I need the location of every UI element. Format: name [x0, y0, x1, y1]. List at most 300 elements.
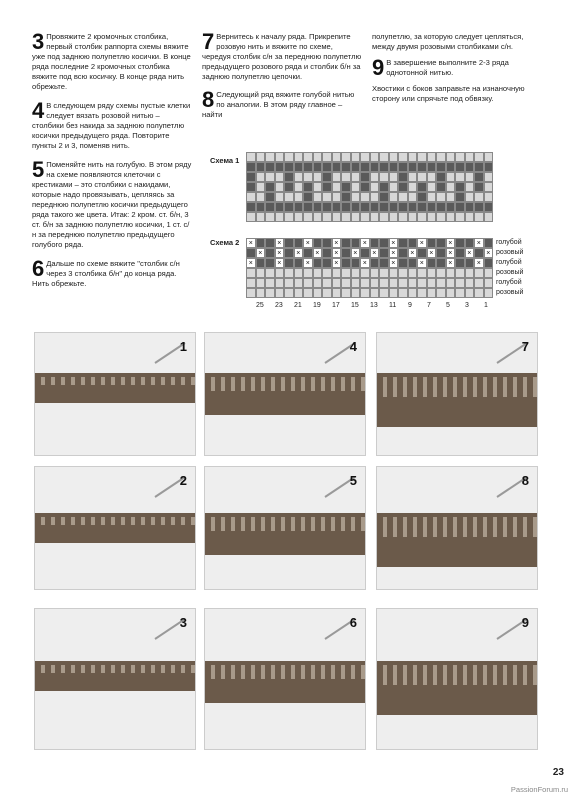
stitch-mark [321, 665, 325, 679]
column-number: 23 [275, 302, 283, 309]
scheme-cross-cell: × [389, 248, 399, 258]
scheme-cell [275, 152, 285, 162]
scheme-cell [417, 278, 427, 288]
scheme-cell [303, 288, 313, 298]
scheme-cell [265, 278, 275, 288]
scheme-cell [474, 162, 484, 172]
stitch-mark [81, 517, 85, 525]
scheme-2-label: Схема 2 [210, 238, 240, 247]
scheme-cell [389, 172, 399, 182]
stitch-mark [281, 517, 285, 531]
scheme-cross-cell: × [332, 248, 342, 258]
scheme-cell [275, 192, 285, 202]
scheme-cell [322, 278, 332, 288]
stitch-mark [261, 517, 265, 531]
scheme-cell [417, 152, 427, 162]
stitch-mark [251, 517, 255, 531]
scheme-cell [360, 278, 370, 288]
scheme-cell [322, 202, 332, 212]
step-photo [204, 608, 366, 750]
scheme-cell [436, 248, 446, 258]
scheme-cell [474, 268, 484, 278]
scheme-cell [313, 182, 323, 192]
stitch-mark [383, 665, 387, 685]
crochet-sample-image [377, 467, 537, 589]
scheme-cell [465, 172, 475, 182]
scheme-cell [294, 192, 304, 202]
stitch-mark [241, 665, 245, 679]
scheme-cell [322, 248, 332, 258]
scheme-cell [332, 202, 342, 212]
scheme-cell [341, 212, 351, 222]
stitch-mark [71, 377, 75, 385]
step-text: Вернитесь к началу ряда. Прикрепите розовую нить и вяжите по схеме, чередуя столбик с/н за переднюю полупетлю предыдущего розового ряда и столбик б/н за заднюю полупетлю цепочки. [202, 32, 362, 81]
step-photo [204, 332, 366, 456]
scheme-cell [389, 152, 399, 162]
stitch-mark [503, 517, 507, 537]
scheme-cell [379, 288, 389, 298]
stitch-mark [413, 665, 417, 685]
scheme-cell [465, 268, 475, 278]
scheme-cell [332, 172, 342, 182]
scheme-cell [389, 268, 399, 278]
stitch-mark [71, 517, 75, 525]
scheme-cell [379, 248, 389, 258]
scheme-cell [408, 162, 418, 172]
stitch-mark [453, 665, 457, 685]
scheme-cell [303, 278, 313, 288]
scheme-cell [284, 192, 294, 202]
stitch-mark [161, 377, 165, 385]
scheme-cell [351, 268, 361, 278]
scheme-cell [484, 202, 494, 212]
column-number: 15 [351, 302, 359, 309]
scheme-cell [389, 202, 399, 212]
stitch-mark [271, 517, 275, 531]
step-9 [372, 55, 540, 80]
scheme-cell [465, 258, 475, 268]
scheme-cell [389, 288, 399, 298]
scheme-cell [303, 192, 313, 202]
stitch-mark [221, 377, 225, 391]
scheme-cell [332, 182, 342, 192]
stitch-mark [111, 665, 115, 673]
step-text: В завершение выполните 2-3 ряда однотонной нитью. [386, 58, 509, 77]
stitch-mark [61, 517, 65, 525]
scheme-cell [427, 162, 437, 172]
scheme-cell [303, 248, 313, 258]
stitch-mark [221, 665, 225, 679]
stitch-mark [141, 517, 145, 525]
column-number: 19 [313, 302, 321, 309]
stitch-mark [523, 377, 527, 397]
row-label: голубой [496, 239, 522, 246]
stitch-mark [211, 517, 215, 531]
scheme-cell [370, 288, 380, 298]
scheme-cell [303, 152, 313, 162]
stitch-mark [483, 377, 487, 397]
scheme-cell [284, 248, 294, 258]
step-text: Провяжите 2 кромочных столбика, первый столбик раппорта схемы вяжите уже под заднюю полупетлю косички. В конце ряда последние 2 кромочных столбика вяжите под всю косичку. В конце ряда нить обрежьте. [32, 32, 191, 91]
scheme-cell [379, 182, 389, 192]
scheme-cell [332, 268, 342, 278]
scheme-cell [294, 212, 304, 222]
scheme-cell [275, 288, 285, 298]
scheme-cell [351, 182, 361, 192]
stitch-mark [131, 377, 135, 385]
scheme-cell [370, 238, 380, 248]
scheme-cell [332, 192, 342, 202]
scheme-cell [408, 238, 418, 248]
scheme-cell [455, 182, 465, 192]
stitch-mark [81, 377, 85, 385]
scheme-cell [417, 162, 427, 172]
scheme-cell [246, 278, 256, 288]
scheme-cell [322, 238, 332, 248]
stitch-mark [91, 665, 95, 673]
stitch-mark [281, 377, 285, 391]
scheme-cell [341, 268, 351, 278]
scheme-cell [294, 152, 304, 162]
scheme-cell [322, 212, 332, 222]
step-3 [32, 29, 192, 92]
scheme-cell [465, 192, 475, 202]
scheme-cell [284, 212, 294, 222]
scheme-cell [398, 192, 408, 202]
scheme-cell [379, 172, 389, 182]
scheme-1-grid [246, 152, 493, 222]
scheme-cell [398, 248, 408, 258]
scheme-cell [351, 278, 361, 288]
scheme-cell [284, 172, 294, 182]
stitch-mark [261, 377, 265, 391]
step-text: В следующем ряду схемы пустые клетки следует вязать розовой нитью – столбики без накида за заднюю полупетлю косички предыдущего ряда. Повторите пункты 2 и 3, поменяв нить. [32, 101, 191, 150]
scheme-cell [341, 192, 351, 202]
scheme-cell [446, 162, 456, 172]
stitch-mark [231, 665, 235, 679]
scheme-cell [294, 182, 304, 192]
scheme-cell [398, 202, 408, 212]
scheme-cell [303, 172, 313, 182]
scheme-cross-cell: × [427, 248, 437, 258]
column-number: 13 [370, 302, 378, 309]
scheme-cell [370, 152, 380, 162]
stitch-mark [291, 517, 295, 531]
scheme-cell [398, 278, 408, 288]
scheme-cell [303, 268, 313, 278]
scheme-cell [484, 238, 494, 248]
scheme-cell [436, 278, 446, 288]
scheme-cell [370, 172, 380, 182]
stitch-mark [161, 517, 165, 525]
step-photo [376, 466, 538, 590]
step-photo [376, 608, 538, 750]
scheme-cross-cell: × [474, 238, 484, 248]
stitch-mark [473, 665, 477, 685]
scheme-cell [484, 258, 494, 268]
stitch-mark [61, 377, 65, 385]
scheme-cell [284, 288, 294, 298]
stitch-mark [321, 517, 325, 531]
stitch-mark [121, 377, 125, 385]
step-number: 6 [32, 256, 45, 281]
scheme-cell [341, 202, 351, 212]
scheme-cell [284, 162, 294, 172]
scheme-cross-cell: × [303, 258, 313, 268]
scheme-cell [284, 238, 294, 248]
scheme-cell [427, 182, 437, 192]
scheme-cell [332, 212, 342, 222]
stitch-mark [51, 665, 55, 673]
scheme-cell [256, 238, 266, 248]
stitch-mark [261, 665, 265, 679]
scheme-cell [427, 212, 437, 222]
scheme-cell [360, 248, 370, 258]
scheme-cell [256, 258, 266, 268]
stitch-mark [311, 377, 315, 391]
scheme-cell [484, 162, 494, 172]
photo-number: 3 [179, 615, 187, 630]
stitch-mark [181, 517, 185, 525]
stitch-mark [111, 517, 115, 525]
stitch-mark [533, 517, 537, 537]
step-number: 7 [202, 29, 215, 54]
scheme-cell [446, 212, 456, 222]
stitch-mark [393, 517, 397, 537]
scheme-cross-cell: × [474, 258, 484, 268]
scheme-cell [284, 182, 294, 192]
scheme-cross-cell: × [389, 238, 399, 248]
scheme-cell [294, 202, 304, 212]
scheme-cell [436, 238, 446, 248]
step-number: 3 [32, 29, 45, 54]
scheme-cell [256, 268, 266, 278]
scheme-cell [351, 172, 361, 182]
scheme-cross-cell: × [294, 248, 304, 258]
scheme-cell [246, 152, 256, 162]
scheme-cell [360, 162, 370, 172]
scheme-cell [436, 162, 446, 172]
stitch-mark [231, 377, 235, 391]
scheme-cell [313, 172, 323, 182]
scheme-cell [427, 258, 437, 268]
step-text: Хвостики с боков заправьте на изнаночную сторону или спрячьте под обвязку. [372, 84, 525, 103]
scheme-cell [455, 288, 465, 298]
stitch-mark [393, 377, 397, 397]
scheme-cell [246, 192, 256, 202]
step-text: Поменяйте нить на голубую. В этом ряду на схеме появляются клеточки с крестиками – это столбики с накидами, которые надо провязывать, цепляясь за переднюю полупетлю косички предыдущего ряда такого же цвета. Итак: 2 кром. ст. б/н, 3 ст. б/н за заднюю полупетлю косички, 1 ст. с/н за переднюю полупетлю предыдущего голубого ряда. [32, 160, 192, 249]
scheme-cell [484, 152, 494, 162]
scheme-cell [427, 192, 437, 202]
scheme-cell [313, 268, 323, 278]
scheme-cell [417, 172, 427, 182]
scheme-cell [455, 152, 465, 162]
scheme-cell [246, 162, 256, 172]
scheme-cell [360, 212, 370, 222]
crochet-sample-image [35, 333, 195, 455]
stitch-mark [493, 517, 497, 537]
scheme-cell [313, 278, 323, 288]
scheme-cell [465, 278, 475, 288]
scheme-cell [446, 172, 456, 182]
scheme-cell [484, 192, 494, 202]
stitch-mark [463, 665, 467, 685]
step-photo [34, 466, 196, 590]
stitch-mark [91, 517, 95, 525]
scheme-cell [265, 192, 275, 202]
scheme-cell [246, 182, 256, 192]
scheme-cell [246, 212, 256, 222]
crochet-sample-image [35, 609, 195, 749]
scheme-cell [436, 172, 446, 182]
scheme-cell [427, 172, 437, 182]
stitch-mark [403, 377, 407, 397]
scheme-cell [275, 202, 285, 212]
scheme-cell [484, 212, 494, 222]
scheme-cell [398, 172, 408, 182]
scheme-cell [341, 278, 351, 288]
step-photo [376, 332, 538, 456]
stitch-mark [453, 377, 457, 397]
scheme-cell [455, 192, 465, 202]
stitch-mark [101, 665, 105, 673]
scheme-cell [275, 162, 285, 172]
stitch-mark [171, 665, 175, 673]
crochet-sample-image [377, 333, 537, 455]
scheme-cell [294, 278, 304, 288]
step-8-continued [372, 32, 540, 52]
stitch-mark [301, 665, 305, 679]
scheme-cell [379, 162, 389, 172]
stitch-mark [141, 377, 145, 385]
scheme-cross-cell: × [275, 248, 285, 258]
stitch-mark [533, 665, 537, 685]
scheme-cell [256, 288, 266, 298]
scheme-cell [360, 202, 370, 212]
stitch-mark [81, 665, 85, 673]
column-number: 9 [408, 302, 412, 309]
crochet-sample-image [35, 467, 195, 589]
stitch-mark [191, 665, 195, 673]
stitch-mark [231, 517, 235, 531]
column-number: 25 [256, 302, 264, 309]
scheme-cell [351, 162, 361, 172]
scheme-cell [294, 238, 304, 248]
row-label: голубой [496, 259, 522, 266]
scheme-cell [313, 202, 323, 212]
scheme-cell [455, 172, 465, 182]
stitch-mark [433, 665, 437, 685]
stitch-mark [41, 517, 45, 525]
scheme-cross-cell: × [417, 258, 427, 268]
scheme-cell [313, 238, 323, 248]
stitch-mark [121, 517, 125, 525]
scheme-cell [341, 238, 351, 248]
stitch-mark [131, 665, 135, 673]
instructions-column-3 [372, 32, 540, 109]
scheme-cell [265, 182, 275, 192]
scheme-cell [322, 162, 332, 172]
scheme-cell [303, 212, 313, 222]
stitch-mark [311, 517, 315, 531]
scheme-cell [484, 268, 494, 278]
scheme-cell [436, 152, 446, 162]
scheme-cell [389, 182, 399, 192]
stitch-mark [413, 377, 417, 397]
step-4 [32, 98, 192, 151]
scheme-cell [303, 182, 313, 192]
stitch-mark [151, 665, 155, 673]
column-number: 1 [484, 302, 488, 309]
scheme-cell [275, 182, 285, 192]
stitch-mark [513, 377, 517, 397]
stitch-mark [151, 517, 155, 525]
row-label: розовый [496, 249, 524, 256]
scheme-cell [360, 172, 370, 182]
stitch-mark [171, 517, 175, 525]
scheme-cell [351, 212, 361, 222]
stitch-mark [403, 665, 407, 685]
stitch-mark [61, 665, 65, 673]
stitch-mark [331, 377, 335, 391]
stitch-mark [41, 665, 45, 673]
stitch-mark [301, 377, 305, 391]
scheme-cell [265, 248, 275, 258]
scheme-cross-cell: × [446, 248, 456, 258]
stitch-mark [383, 377, 387, 397]
scheme-cell [256, 182, 266, 192]
photo-number: 6 [349, 615, 357, 630]
scheme-cell [322, 288, 332, 298]
scheme-cell [313, 258, 323, 268]
scheme-cell [332, 278, 342, 288]
scheme-cell [256, 212, 266, 222]
scheme-cell [436, 268, 446, 278]
scheme-cell [322, 172, 332, 182]
stitch-mark [351, 665, 355, 679]
stitch-mark [191, 517, 195, 525]
scheme-1-label: Схема 1 [210, 156, 240, 165]
scheme-cross-cell: × [332, 258, 342, 268]
stitch-mark [291, 377, 295, 391]
scheme-cell [275, 172, 285, 182]
scheme-cell [408, 258, 418, 268]
scheme-cell [322, 152, 332, 162]
stitch-mark [281, 665, 285, 679]
scheme-cell [474, 212, 484, 222]
scheme-cell [408, 288, 418, 298]
scheme-cell [474, 172, 484, 182]
scheme-2-row-labels [496, 238, 523, 298]
scheme-cell [417, 182, 427, 192]
stitch-mark [41, 377, 45, 385]
scheme-cell [379, 238, 389, 248]
scheme-cell [265, 212, 275, 222]
scheme-cell [389, 278, 399, 288]
stitch-mark [473, 377, 477, 397]
stitch-mark [523, 517, 527, 537]
scheme-cell [256, 162, 266, 172]
stitch-mark [341, 517, 345, 531]
scheme-cell [455, 248, 465, 258]
scheme-cell [313, 288, 323, 298]
scheme-cell [455, 212, 465, 222]
step-8 [202, 87, 362, 120]
scheme-cross-cell: × [360, 238, 370, 248]
scheme-cell [360, 152, 370, 162]
scheme-cell [474, 152, 484, 162]
scheme-cell [446, 192, 456, 202]
